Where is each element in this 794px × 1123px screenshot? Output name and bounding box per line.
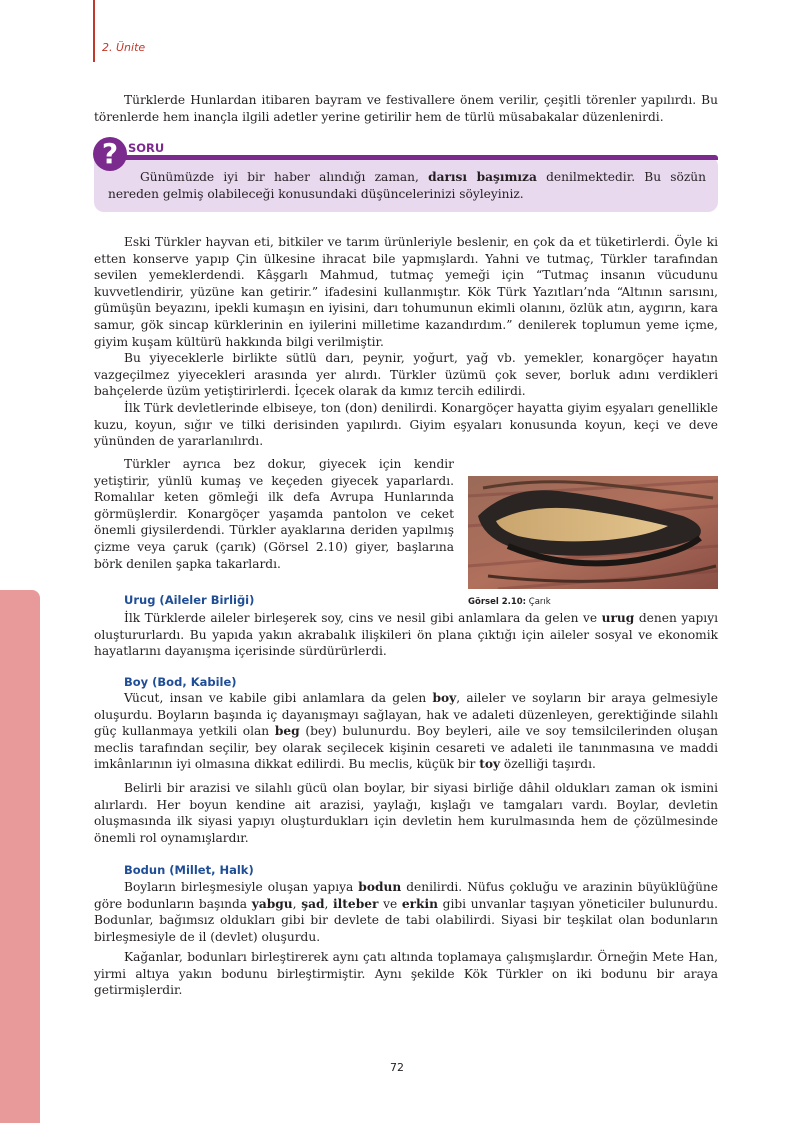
unit-label: 2. Ünite [102, 41, 146, 54]
textile-paragraph: Türkler ayrıca bez dokur, giyecek için kendir yetiştirir, yünlü kumaş ve keçeden giyecek yaparlardı. Romalılar keten gömleği ilk defa Avrupa Hunlarında görmüşlerdir. Konargöçer yaşamda pantolon ve ceket önemli giysilerdendi. Türkler ayaklarına deriden yapılmış çizme veya çaruk (çarık) (Görsel 2.10) giyer, başlarına börk denilen şapka takarlardı. [94, 457, 454, 571]
clothing-paragraph: İlk Türk devletlerinde elbiseye, ton (don) denilirdi. Konargöçer hayatta giyim eşyaları genellikle kuzu, koyun, sığır ve tilki derisinden yapılırdı. Giyim eşyaları konusunda koyun, keçi ve deve yününden de yararlanılırdı. [94, 401, 718, 449]
leather-shoe-photo-icon [468, 476, 718, 589]
urug-paragraph: İlk Türklerde aileler birleşerek soy, cins ve nesil gibi anlamlara da gelen ve urug denen yapıyı oluştururlardı. Bu yapıda yakın akrabalık ilişkileri ön plana çıktığı için aileler sosyal ve ekonomik hayatlarını dayanışma içerisinde sürdürürlerdi. [94, 611, 718, 659]
question-text: Günümüzde iyi bir haber alındığı zaman, darısı başımıza denilmektedir. Bu sözün nereden gelmiş olabileceği konusundaki düşüncelerinizi söyleyiniz. [108, 170, 706, 201]
side-color-tab [0, 590, 40, 1123]
food-paragraph-1: Eski Türkler hayvan eti, bitkiler ve tarım ürünleriyle beslenir, en çok da et tüketirlerdi. Öyle ki etten konserve yapıp Çin ülkesine ihracat bile yapmışlardı. Yahni ve tutmaç, Türkler tarafından sevilen yemeklerdendi. Kâşgarlı Mahmud, tutmaç yemeği için “Tutmaç insanın vücudunu kuvvetlendirir, yüzüne kan getirir.” ifadesini kullanmıştır. Kök Türk Yazıtları’nda “Altının sarısını, gümüşün beyazını, ipekli kumaşın en iyisini, darı tohumunun ekimli olanını, özlük atın, aygırın, kara samur, gök sincap kürklerinin en iyilerini milletime kazandırdım.” denilerek toplumun yeme içme, giyim kuşam kültürü hakkında bilgi verilmiştir. [94, 235, 718, 349]
boy-heading: Boy (Bod, Kabile) [124, 675, 237, 689]
bodun-paragraph-1: Boyların birleşmesiyle oluşan yapıya bodun denilirdi. Nüfus çokluğu ve arazinin büyüklüğüne göre bodunların başında yabgu, şad, ilteber ve erkin gibi unvanlar taşıyan yöneticiler bulunurdu. Bodunlar, bağımsız oldukları gibi bir devlete de tabi olabilirdi. Siyasi bir teşkilat olan bodunların birleşmesiyle de il (devlet) oluşurdu. [94, 880, 718, 944]
boy-paragraph-1: Vücut, insan ve kabile gibi anlamlara da gelen boy, aileler ve soyların bir araya gelmesiyle oluşurdu. Boyların başında iç dayanışmayı sağlayan, hak ve adaleti düzenleyen, gerektiğinde silahlı güç kullanmaya yetkili olan beg (bey) bulunurdu. Boy beyleri, aile ve soy temsilcilerinden oluşan meclis tarafından seçilir, bey olarak seçilecek kişinin cesareti ve adaleti ile tanınmasına ve maddi imkânlarının iyi olmasına dikkat edilirdi. Bu meclis, küçük bir toy özelliği taşırdı. [94, 691, 718, 772]
question-bold-phrase: darısı başımıza [428, 170, 537, 184]
question-label: SORU [128, 141, 165, 155]
unit-marker-line [93, 0, 95, 62]
charik-shoe-image [468, 476, 718, 589]
question-mark-icon: ? [93, 137, 127, 171]
boy-paragraph-2: Belirli bir arazisi ve silahlı gücü olan boylar, bir siyasi birliğe dâhil oldukları zaman ok ismini alırlardı. Her boyun kendine ait arazisi, yaylağı, kışlağı ve tamgaları vardı. Boylar, devletin oluşmasında ilk siyasi yapıyı oluşturdukları için devletin hem kurulmasında hem de çözülmesinde önemli rol oynamışlardır. [94, 781, 718, 845]
bodun-paragraph-2: Kağanlar, bodunları birleştirerek aynı çatı altında toplamaya çalışmışlardır. Örneğin Mete Han, yirmi altıya yakın bodunu birleştirmiştir. Aynı şekilde Kök Türkler on iki bodunu bir araya getirmişlerdir. [94, 950, 718, 998]
page-number: 72 [390, 1061, 404, 1074]
question-box-top-bar [118, 155, 718, 160]
urug-heading: Urug (Aileler Birliği) [124, 593, 255, 607]
figure-caption: Görsel 2.10: Çarık [468, 597, 551, 607]
intro-paragraph: Türklerde Hunlardan itibaren bayram ve festivallere önem verilir, çeşitli törenler yapılırdı. Bu törenlerde hem inançla ilgili adetler yerine getirilir hem de türlü müsabakalar düzenlenirdi. [94, 93, 718, 124]
food-paragraph-2: Bu yiyeceklerle birlikte sütlü darı, peynir, yoğurt, yağ vb. yemekler, konargöçer hayatın vazgeçilmez yiyecekleri arasında yer alırdı. Türkler üzümü çok sever, borluk adını verdikleri bahçelerde üzüm yetiştirirlerdi. İçecek olarak da kımız tercih edilirdi. [94, 351, 718, 399]
bodun-heading: Bodun (Millet, Halk) [124, 863, 254, 877]
